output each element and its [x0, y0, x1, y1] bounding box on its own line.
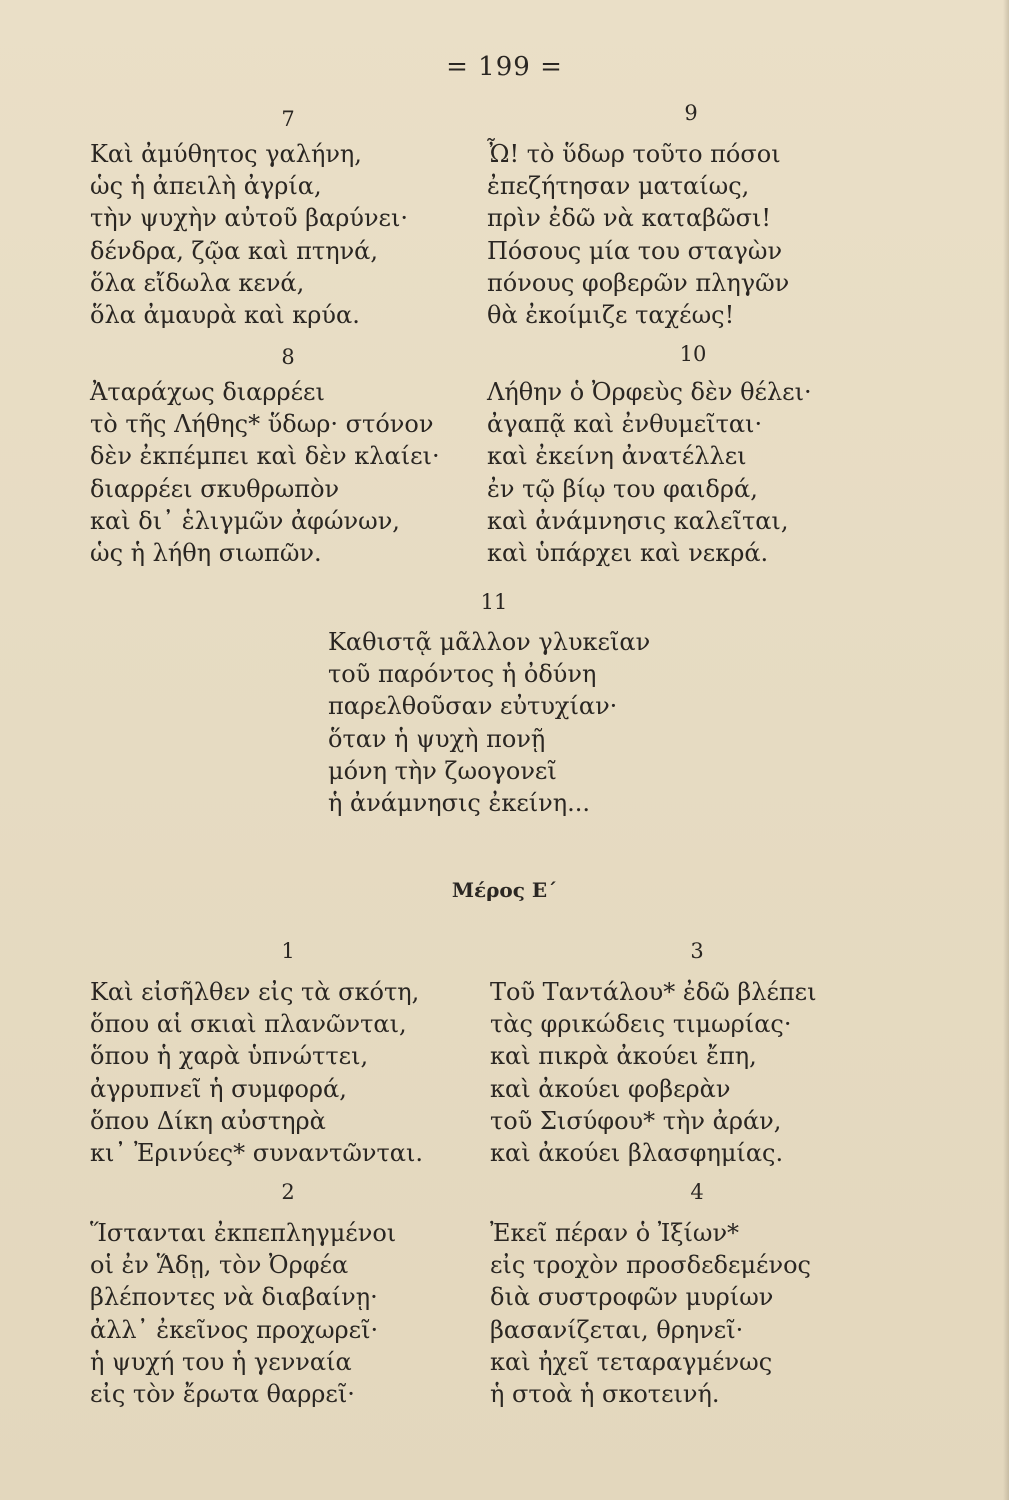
verse-line: οἱ ἐν Ἅδῃ, τὸν Ὀρφέα	[90, 1251, 349, 1280]
verse-line: βλέποντες νὰ διαβαίνῃ·	[90, 1283, 378, 1312]
verse-line: καὶ ἐκείνη ἀνατέλλει	[487, 442, 747, 471]
stanza-1	[90, 976, 423, 1169]
verse-line: καὶ ἠχεῖ τεταραγμένως	[490, 1347, 773, 1376]
verse-line: Ὦ! τὸ ὕδωρ τοῦτο πόσοι	[487, 140, 781, 168]
verse-line: πόνους φοβερῶν πληγῶν	[487, 268, 790, 297]
verse-line: Τοῦ Ταντάλου* ἐδῶ βλέπει	[490, 978, 817, 1006]
stanza-number-11: 11	[480, 590, 508, 614]
verse-line: ὅπου Δίκη αὐστηρὰ	[90, 1106, 326, 1135]
verse-line: Ἵστανται ἐκπεπληγμένοι	[90, 1219, 397, 1247]
verse-line: ἡ ψυχή του ἡ γενναία	[90, 1347, 352, 1376]
stanza-8	[90, 376, 440, 569]
verse-line: πρὶν ἐδῶ νὰ καταβῶσι!	[487, 204, 772, 233]
verse-line: Ἐκεῖ πέραν ὁ Ἰξίων*	[490, 1219, 740, 1247]
verse-line: δένδρα, ζῷα καὶ πτηνά,	[90, 236, 379, 265]
stanza-number-8: 8	[281, 345, 295, 369]
verse-line: Καθιστᾷ μᾶλλον γλυκεῖαν	[328, 628, 651, 656]
verse-line: ὅλα εἴδωλα κενά,	[90, 268, 305, 297]
verse-line: ὅλα ἀμαυρὰ καὶ κρύα.	[90, 301, 360, 330]
verse-line: δὲν ἐκπέμπει καὶ δὲν κλαίει·	[90, 442, 440, 471]
verse-line: εἰς τὸν ἔρωτα θαρρεῖ·	[90, 1380, 355, 1409]
verse-line: διαρρέει σκυθρωπὸν	[90, 474, 340, 503]
verse-line: Πόσους μία του σταγὼν	[487, 236, 783, 265]
verse-line: καὶ πικρὰ ἀκούει ἔπη,	[490, 1042, 757, 1071]
stanza-10	[487, 376, 812, 569]
verse-line: ἀγρυπνεῖ ἡ συμφορά,	[90, 1074, 347, 1103]
page-number: = 199 =	[446, 52, 563, 82]
verse-line: ἐν τῷ βίῳ του φαιδρά,	[487, 474, 758, 503]
stanza-number-9: 9	[684, 101, 698, 125]
verse-line: μόνη τὴν ζωογονεῖ	[328, 756, 557, 785]
verse-line: ἐπεζήτησαν ματαίως,	[487, 172, 750, 201]
verse-line: τοῦ παρόντος ἡ ὀδύνη	[328, 660, 597, 689]
verse-line: κι᾽ Ἐρινύες* συναντῶνται.	[90, 1139, 424, 1168]
verse-line: καὶ ἀκούει φοβερὰν	[490, 1074, 731, 1103]
stanza-7	[90, 138, 408, 331]
verse-line: Καὶ εἰσῆλθεν εἰς τὰ σκότη,	[90, 978, 420, 1006]
verse-line: ἡ στοὰ ἡ σκοτεινή.	[490, 1380, 720, 1409]
verse-line: καὶ δι᾽ ἑλιγμῶν ἀφώνων,	[90, 506, 400, 535]
verse-line: τὰς φρικώδεις τιμωρίας·	[490, 1010, 792, 1039]
verse-line: διὰ συστροφῶν μυρίων	[490, 1283, 774, 1312]
verse-line: τὸ τῆς Λήθης* ὕδωρ· στόνον	[90, 410, 434, 439]
stanza-11	[328, 626, 650, 819]
verse-line: ἀλλ᾽ ἐκεῖνος προχωρεῖ·	[90, 1315, 379, 1344]
verse-line: ὅπου αἱ σκιαὶ πλανῶνται,	[90, 1010, 407, 1039]
verse-line: τὴν ψυχὴν αὐτοῦ βαρύνει·	[90, 204, 409, 233]
verse-line: εἰς τροχὸν προσδεδεμένος	[490, 1251, 811, 1280]
page-edge-shadow	[1003, 0, 1009, 1500]
stanza-number-7: 7	[281, 107, 295, 131]
stanza-number-3: 3	[690, 939, 704, 963]
verse-line: ἡ ἀνάμνησις ἐκείνη...	[328, 789, 591, 818]
stanza-number-4: 4	[690, 1180, 704, 1204]
verse-line: ὡς ἡ ἀπειλὴ ἀγρία,	[90, 172, 322, 201]
verse-line: Λήθην ὁ Ὀρφεὺς δὲν θέλει·	[487, 378, 812, 406]
stanza-number-1: 1	[281, 939, 295, 963]
verse-line: ὡς ἡ λήθη σιωπῶν.	[90, 539, 322, 568]
stanza-4	[490, 1217, 811, 1410]
stanza-9	[487, 138, 789, 331]
verse-line: βασανίζεται, θρηνεῖ·	[490, 1315, 744, 1344]
verse-line: τοῦ Σισύφου* τὴν ἀράν,	[490, 1106, 782, 1135]
verse-line: ὅταν ἡ ψυχὴ πονῇ	[328, 724, 546, 753]
verse-line: παρελθοῦσαν εὐτυχίαν·	[328, 692, 618, 721]
verse-line: καὶ ἀκούει βλασφημίας.	[490, 1139, 784, 1168]
verse-line: ὅπου ἡ χαρὰ ὑπνώττει,	[90, 1042, 369, 1071]
stanza-number-2: 2	[281, 1180, 295, 1204]
verse-line: ἀγαπᾷ καὶ ἐνθυμεῖται·	[487, 410, 763, 439]
verse-line: θὰ ἐκοίμιζε ταχέως!	[487, 301, 735, 330]
verse-line: καὶ ὑπάρχει καὶ νεκρά.	[487, 539, 769, 568]
stanza-2	[90, 1217, 396, 1410]
verse-line: καὶ ἀνάμνησις καλεῖται,	[487, 506, 789, 535]
verse-line: Καὶ ἀμύθητος γαλήνη,	[90, 140, 362, 168]
stanza-3	[490, 976, 817, 1169]
stanza-number-10: 10	[679, 342, 707, 366]
section-title: Μέρος Ε΄	[451, 878, 558, 902]
verse-line: Ἀταράχως διαρρέει	[90, 378, 325, 406]
